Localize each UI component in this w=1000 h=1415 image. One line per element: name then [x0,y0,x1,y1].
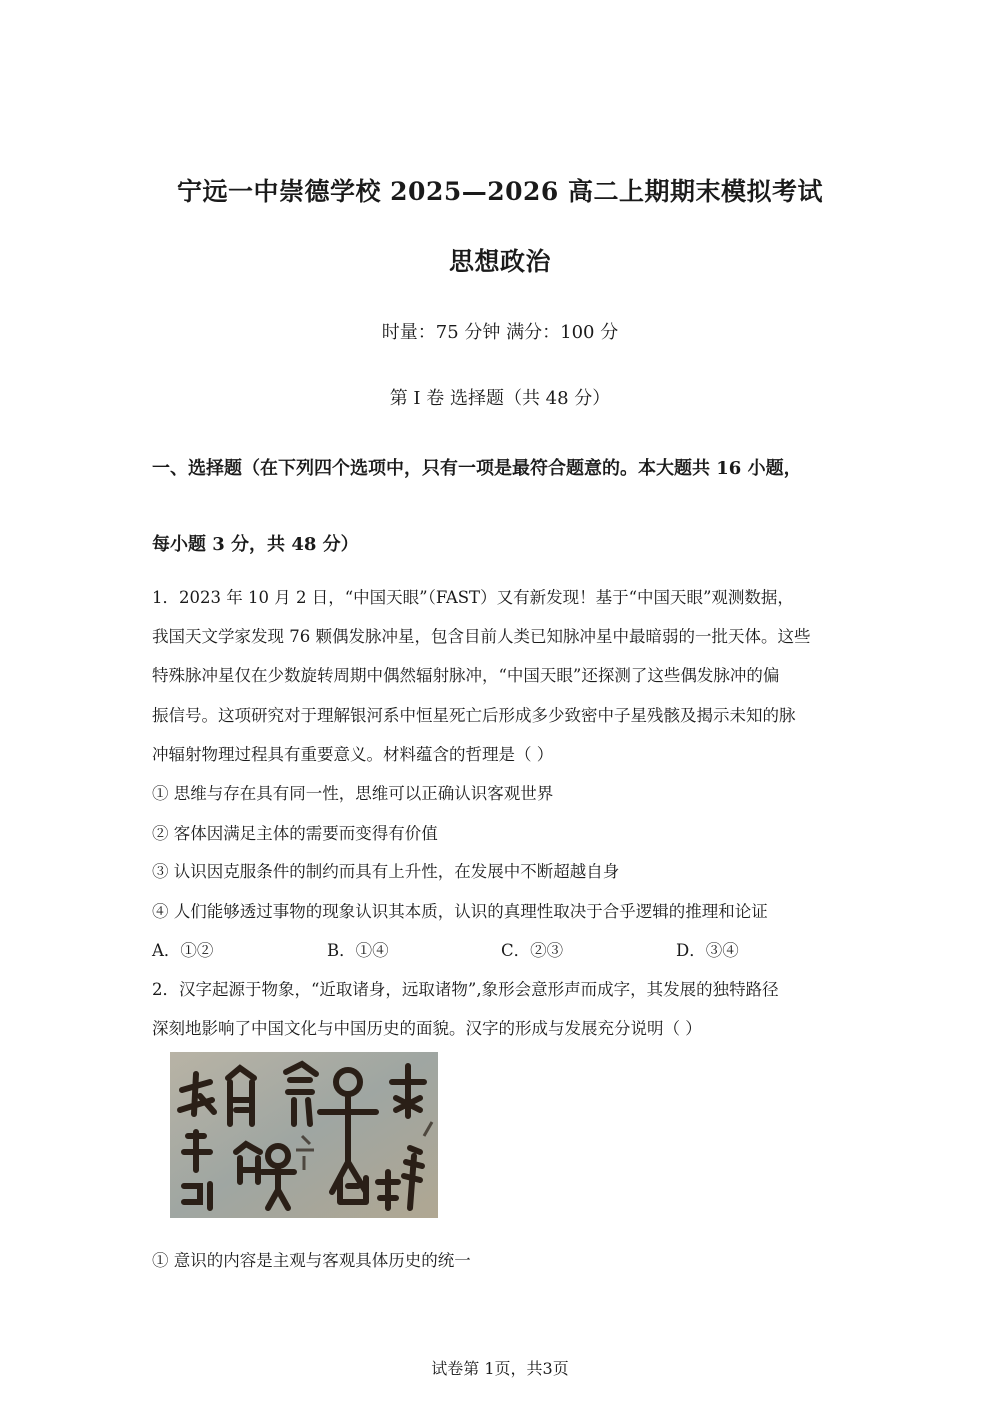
question-1-line: 特殊脉冲星仅在少数旋转周期中偶然辐射脉冲，“中国天眼”还探测了这些偶发脉冲的偏 [152,666,780,685]
ancient-script-image [170,1052,438,1218]
question-2-line: 2．汉字起源于物象，“近取诸身，远取诸物”,象形会意形声而成字，其发展的独特路径 [152,980,779,999]
question-2-line: 深刻地影响了中国文化与中国历史的面貌。汉字的形成与发展充分说明（ ） [152,1019,702,1038]
exam-title: 宁远一中崇德学校 2025—2026 高二上期期末模拟考试 [176,177,824,206]
question-1-option-b: B．①④ [327,941,389,960]
question-1-statement: ② 客体因满足主体的需要而变得有价值 [152,824,438,843]
question-2-statement: ① 意识的内容是主观与客观具体历史的统一 [152,1251,471,1270]
question-1-statement: ① 思维与存在具有同一性，思维可以正确认识客观世界 [152,784,554,803]
question-1-option-d: D．③④ [676,941,739,960]
section-heading-line2: 每小题 3 分，共 48 分） [152,534,359,555]
subject-title: 思想政治 [448,247,551,276]
section-heading-line1: 一、选择题（在下列四个选项中，只有一项是最符合题意的。本大题共 16 小题， [152,458,802,479]
question-1-line: 振信号。这项研究对于理解银河系中恒星死亡后形成多少致密中子星残骸及揭示未知的脉 [152,706,796,725]
question-1-line: 1．2023 年 10 月 2 日，“中国天眼”（FAST）又有新发现！基于“中国天眼”观测数据， [152,588,794,607]
question-1-line: 我国天文学家发现 76 颗偶发脉冲星，包含目前人类已知脉冲星中最暗弱的一批天体。这些 [152,627,811,646]
question-1-statement: ④ 人们能够透过事物的现象认识其本质，认识的真理性取决于合乎逻辑的推理和论证 [152,902,768,921]
question-1-option-c: C．②③ [501,941,564,960]
question-1-option-a: A．①② [152,941,214,960]
question-1-statement: ③ 认识因克服条件的制约而具有上升性，在发展中不断超越自身 [152,862,620,881]
time-score-info: 时量：75 分钟 满分：100 分 [381,322,619,343]
page-footer: 试卷第 1页，共3页 [431,1359,569,1378]
question-1-line: 冲辐射物理过程具有重要意义。材料蕴含的哲理是（ ） [152,745,554,764]
part-info: 第 I 卷 选择题（共 48 分） [389,388,611,409]
